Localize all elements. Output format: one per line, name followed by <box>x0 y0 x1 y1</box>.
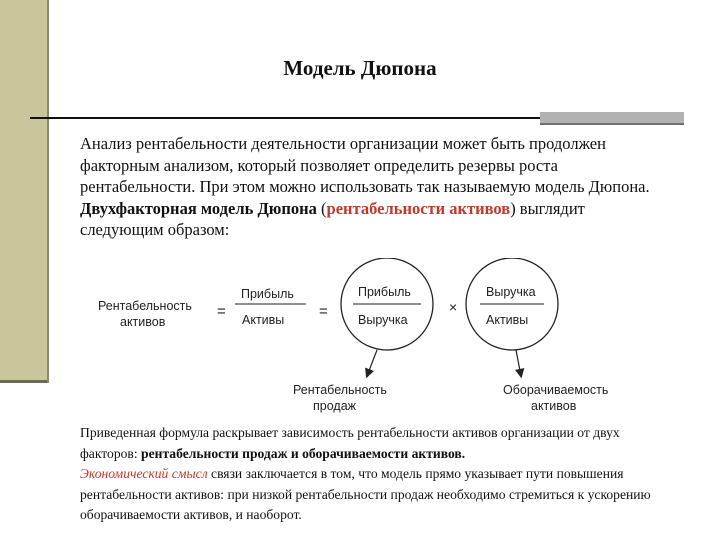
equals-sign-2: = <box>319 303 328 320</box>
conclusion-sentence1: Приведенная формула раскрывает зависимость рентабельности активов организации от двух факторов: <box>80 425 620 461</box>
fraction2-numerator: Прибыль <box>358 285 411 299</box>
fraction3-denominator: Активы <box>486 313 529 327</box>
conclusion-text <box>80 423 680 526</box>
intro-tail: ) выглядит следующим образом: <box>80 198 585 239</box>
lhs-label-line1: Рентабельность <box>98 299 192 313</box>
asset-turnover-label-line1: Оборачиваемость <box>503 383 609 397</box>
economic-meaning-label: Экономический смысл <box>80 466 208 481</box>
model-target: рентабельности активов <box>326 198 511 218</box>
fraction1-denominator: Активы <box>242 313 285 327</box>
conclusion-sentence2: связи заключается в том, что модель прямо указывает пути повышения рентабельности активов: при низкой рентабельности продаж необходимо стремиться к ускорению оборачиваемости активов, и наоборот. <box>80 466 651 522</box>
fraction1-numerator: Прибыль <box>241 287 294 301</box>
fraction2-denominator: Выручка <box>358 313 408 327</box>
lhs-label-line2: активов <box>120 315 166 329</box>
side-decoration-foot <box>0 380 47 383</box>
title-divider <box>30 117 540 119</box>
multiply-sign: × <box>449 299 458 315</box>
intro-text <box>80 133 670 241</box>
arrow-to-asset-turnover <box>516 350 521 376</box>
slide-title: Модель Дюпона <box>283 56 437 80</box>
sales-margin-label-line2: продаж <box>313 399 357 413</box>
intro-paragraph: Анализ рентабельности деятельности организации может быть продолжен факторным анализом, который позволяет определить резервы роста рентабельности. При этом можно использовать так называемую модель Дюпона. <box>80 134 650 196</box>
arrow-to-sales-margin <box>367 350 377 376</box>
fraction3-numerator: Выручка <box>486 285 536 299</box>
equals-sign-1: = <box>217 303 226 320</box>
dupont-formula-diagram <box>80 258 646 420</box>
paren-open: ( <box>316 198 327 218</box>
asset-turnover-label-line2: активов <box>531 399 577 413</box>
model-name: Двухфакторная модель Дюпона <box>80 198 317 218</box>
accent-bar-edge <box>540 123 684 125</box>
sales-margin-label-line1: Рентабельность <box>293 383 387 397</box>
conclusion-factors: рентабельности продаж и оборачиваемости активов. <box>141 445 466 461</box>
